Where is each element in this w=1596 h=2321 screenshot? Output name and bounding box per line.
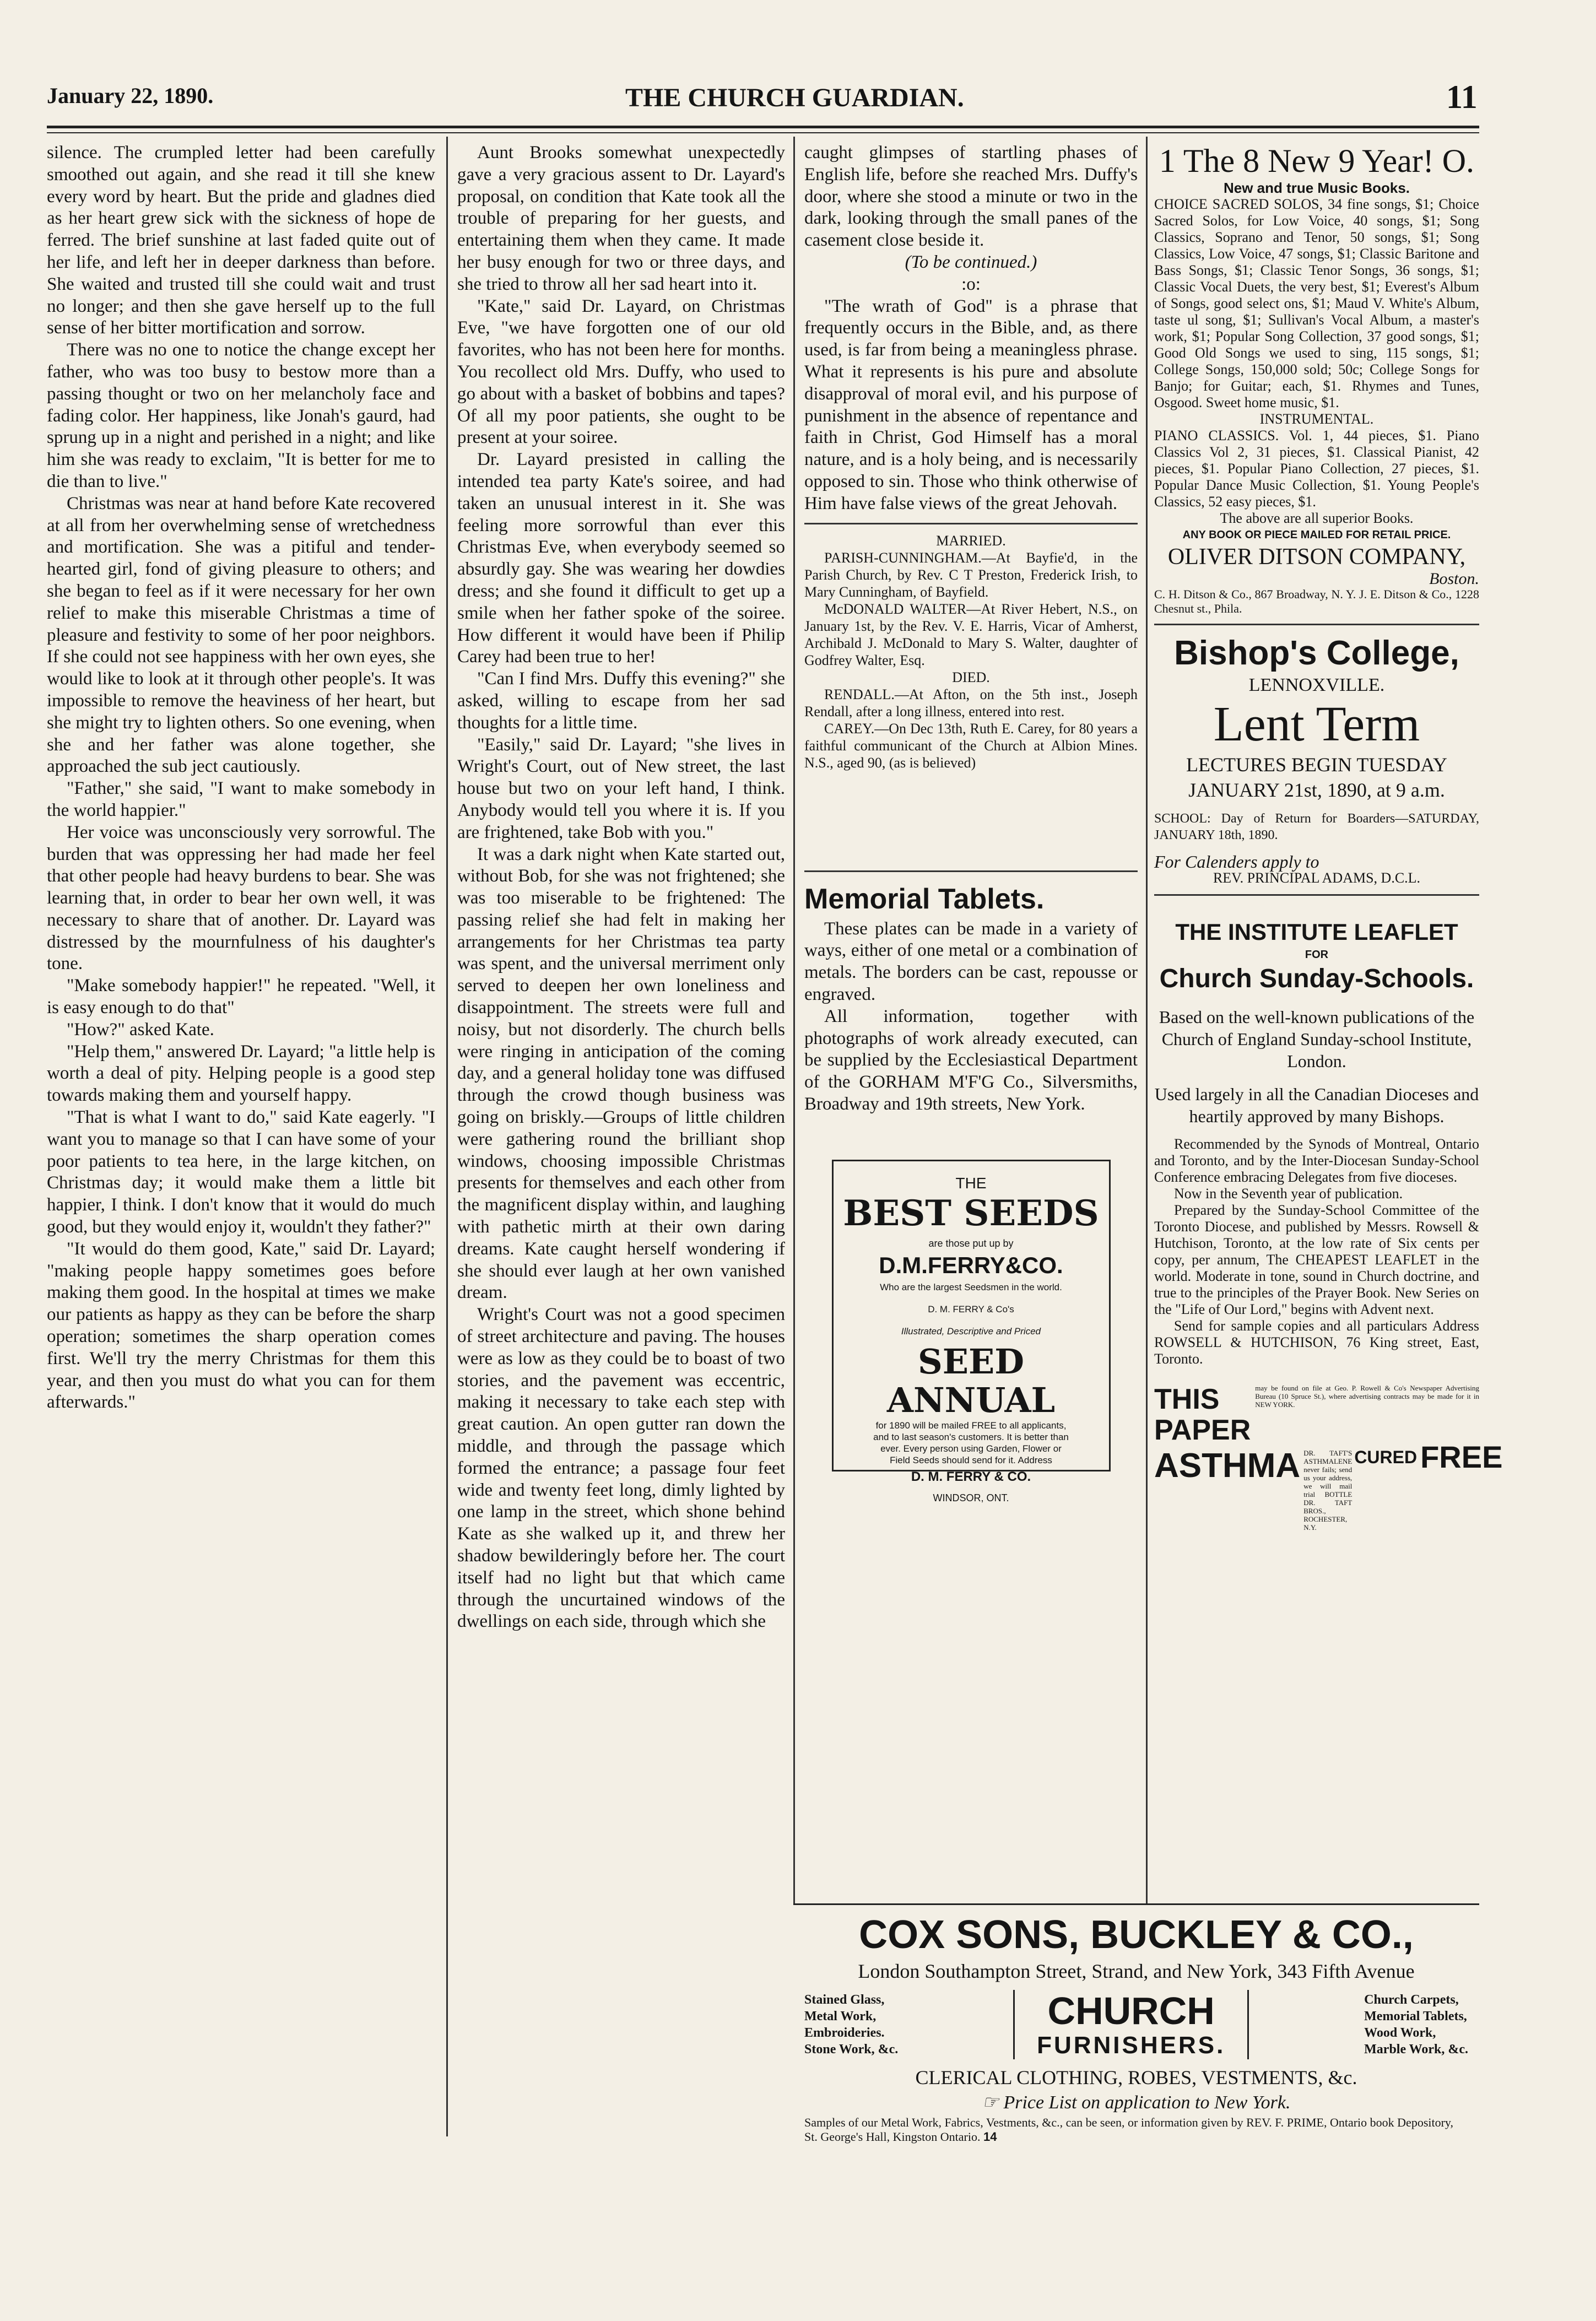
- cox-top-rule: [793, 1903, 1479, 1905]
- header-rule-thin: [47, 132, 1479, 133]
- institute-prepared: Prepared by the Sunday-School Committee of the Toronto Diocese, and published by Messrs. Rowsell & Hutchison, Toronto, at the low rate of Six cents per copy, per annum, The CHEAPEST LEAFLET in the world. Moderate in tone, sound in Church doctrine, and true to the principles of the Prayer Book. New Series on the "Life of Our Lord," begins with Advent next.: [1154, 1202, 1479, 1317]
- asthma-free: FREE: [1420, 1440, 1503, 1474]
- cox-left-item: Stone Work, &c.: [804, 2042, 899, 2057]
- cox-right-item: Memorial Tablets,: [1364, 2009, 1467, 2024]
- seed-ad-putup: are those put up by: [928, 1237, 1014, 1249]
- cox-right-item: Wood Work,: [1364, 2026, 1436, 2040]
- died-notice: CAREY.—On Dec 13th, Ruth E. Carey, for 80 years a faithful communicant of the Church at Albion Mines. N.S., aged 90, (as is believed): [804, 720, 1138, 771]
- column-4: [1154, 142, 1503, 1878]
- cox-address: London Southampton Street, Strand, and New York, 343 Fifth Avenue: [858, 1960, 1415, 1982]
- tablets-paragraph: All information, together with photographs of work already executed, can be supplied by the Ecclesiastical Department of the GORHAM M'F'G Co., Silversmiths, Broadway and 19th streets, New York.: [804, 1006, 1138, 1114]
- separator: :o:: [961, 274, 981, 294]
- asthma-cured: CURED: [1354, 1447, 1418, 1467]
- seed-ad-best-seeds: BEST SEEDS: [843, 1192, 1099, 1234]
- lent-term: Lent Term: [1213, 697, 1420, 751]
- seed-ad-city: WINDSOR, ONT.: [933, 1492, 1009, 1504]
- ditson-branches: C. H. Ditson & Co., 867 Broadway, N. Y. J. E. Ditson & Co., 1228 Chesnut st., Phila.: [1154, 587, 1479, 615]
- cox-right-item: Marble Work, &c.: [1364, 2042, 1468, 2057]
- story-paragraph: silence. The crumpled letter had been carefully smoothed out again, and she read it till she knew every word by heart. But the pride and gladnes died as her heart grew sick with the sickness of hope de ferred. The brief sunshine at last faded quite out of her life, and left her in deeper darkness than before. She waited and trusted till she could wait and trust no longer; and then she gave herself up to the full sense of her bitter mortification and sorrow.: [47, 143, 435, 338]
- asthma-small: DR. TAFT'S ASTHMALENE never fails; send us your address, we will mail trial BOTTLE DR. TAFT BROS., ROCHESTER, N.Y.: [1303, 1449, 1352, 1532]
- seed-ad-illustrated: Illustrated, Descriptive and Priced: [901, 1325, 1041, 1337]
- story-paragraph: "Easily," said Dr. Layard; "she lives in Wright's Court, out of New street, the last house but two on your left hand, I think. Anybody would tell you where it is. If you are frightened, take Bob with you.": [457, 734, 785, 842]
- story-paragraph: Wright's Court was not a good specimen of street architecture and paving. The houses were as low as they could be to boast of two stories, and the pavement was eccentric, making it necessary to take each step with great caution. An open gutter ran down the middle, and through the passage which formed the entrance; a passage four feet wide and twenty feet long, dimly lighted by one lamp in the street, which shone behind Kate as she walked up it, and threw her shadow bewilderingly before her. The court itself had no light but that which came through the uncurtained windows of the dwellings on each side, through which she: [457, 1305, 785, 1632]
- column-1: [47, 142, 435, 2147]
- cox-church: CHURCH: [1047, 1989, 1215, 2032]
- asthma-ad: [1154, 1440, 1503, 1532]
- memorial-tablets-title: Memorial Tablets.: [804, 883, 1045, 915]
- music-ad-title: 1 The 8 New 9 Year! O.: [1159, 143, 1475, 179]
- cox-clerical: CLERICAL CLOTHING, ROBES, VESTMENTS, &c.: [915, 2066, 1357, 2089]
- school-return: SCHOOL: Day of Return for Boarders—SATURDAY, JANUARY 18th, 1890.: [1154, 811, 1479, 842]
- story-paragraph: "Help them," answered Dr. Layard; "a little help is worth a deal of pity. Helping people is a good step towards making them and yourself happy.: [47, 1041, 435, 1106]
- story-paragraph: "That is what I want to do," said Kate eagerly. "I want you to manage so that I can have some of your poor patients to tea here, in the large kitchen, on Christmas day; it would make them a little bit happier, I think. I don't know that it would do much good, but they would enjoy it, wouldn't they father?": [47, 1107, 435, 1237]
- cox-title: COX SONS, BUCKLEY & CO.,: [859, 1913, 1414, 1957]
- institute-based: Based on the well-known publications of the Church of England Sunday-school Institute, London.: [1159, 1007, 1475, 1071]
- calendars-apply: For Calenders apply to: [1154, 852, 1319, 872]
- pointing-hand-icon: ☞: [982, 2092, 1004, 2113]
- column-rule-3: [1146, 137, 1148, 1905]
- cox-samples: Samples of our Metal Work, Fabrics, Vestments, &c., can be seen, or information given by REV. F. PRIME, Ontario book Depository, St. George's Hall, Kingston Ontario.: [804, 2116, 1453, 2144]
- ditson-boston: Boston.: [1429, 570, 1479, 588]
- column-2: [457, 142, 785, 2147]
- married-notice: McDONALD WALTER—At River Hebert, N.S., on January 1st, by the Rev. V. E. Harris, Vicar of Amherst, Archibald J. McDonald to Mary S. Walter, daughter of Godfrey Walter, Esq.: [804, 600, 1138, 668]
- story-paragraph: "How?" asked Kate.: [67, 1019, 214, 1040]
- institute-used: Used largely in all the Canadian Dioceses and heartily approved by many Bishops.: [1154, 1084, 1479, 1126]
- header-rule: [47, 126, 1479, 128]
- cox-right-item: Church Carpets,: [1364, 1993, 1459, 2007]
- seed-ad-the: THE: [955, 1174, 987, 1192]
- story-paragraph: "It would do them good, Kate," said Dr. Layard; "making people happy sometimes goes before making them good. In the hospital at times we make our patients as happy as they can be before the sharp operation; sometimes the sharp operation comes first. We'll try the merry Christmas for them this year, and then you must do what you can for them afterwards.": [47, 1238, 435, 1413]
- wrath-paragraph: "The wrath of God" is a phrase that frequently occurs in the Bible, and, as there used, is far from being a meaningless phrase. What it represents is his pure and absolute disapproval of moral evil, and his purpose of punishment in the absence of repentance and faith in Christ, God Himself has a moral nature, and is a holy being, and is necessarily opposed to sin. Those who think otherwise of Him have false views of the great Jehovah.: [804, 296, 1138, 513]
- divider: [1154, 624, 1479, 625]
- institute-for: FOR: [1305, 949, 1329, 961]
- music-ad-instr: PIANO CLASSICS. Vol. 1, 44 pieces, $1. Piano Classics Vol 2, 31 pieces, $1. Classical Pianist, 42 pieces, $1. Popular Piano Collection, 27 pieces, $1. Popular Dance Music Collection, $1. Young People's Classics, 52 easy pieces, $1.: [1154, 428, 1479, 510]
- to-be-continued: (To be continued.): [905, 252, 1037, 272]
- bishops-place: LENNOXVILLE.: [1248, 675, 1385, 695]
- institute-now: Now in the Seventh year of publication.: [1174, 1186, 1403, 1202]
- page-number: 11: [1446, 79, 1478, 115]
- story-paragraph: caught glimpses of startling phases of English life, before she reached Mrs. Duffy's door, where she stood a minute or two in the dark, looking through the small panes of the casement close beside it.: [804, 143, 1138, 251]
- cox-left-item: Metal Work,: [804, 2009, 877, 2024]
- seed-ad-mailed: for 1890 will be mailed FREE to all applicants, and to last season's customers. It is better than ever. Every person using Garden, Flower or Field Seeds should send for it. Address: [873, 1420, 1069, 1465]
- story-paragraph: Aunt Brooks somewhat unexpectedly gave a very gracious assent to Dr. Layard's proposal, on condition that Kate took all the trouble of preparing for her guests, and entertaining them when they came. It made her busy enough for two or three days, and she tried to throw all her sad heart into it.: [457, 143, 785, 294]
- story-paragraph: Her voice was unconsciously very sorrowful. The burden that was oppressing her had made her feel that other people had heavy burdens to bear. She was learning that, in order to bear her own well, it was necessary to share that of another. Dr. Layard was distressed by the mournfulness of his daughter's tone.: [47, 822, 435, 974]
- story-paragraph: "Father," she said, "I want to make somebody in the world happier.": [47, 778, 435, 820]
- institute-leaflet-title: THE INSTITUTE LEAFLET: [1175, 919, 1458, 945]
- died-notice: RENDALL.—At Afton, on the 5th inst., Joseph Rendall, after a long illness, entered into rest.: [804, 686, 1138, 719]
- story-paragraph: "Make somebody happier!" he repeated. "Well, it is easy enough to do that": [47, 976, 435, 1018]
- music-ad-instr-head: INSTRUMENTAL.: [1259, 411, 1374, 427]
- story-paragraph: It was a dark night when Kate started out, without Bob, for she was not frightened; she was too miserable to be frightened: The passing relief she had felt in making her arrangements for her Christmas tea party was spent, and the universal merriment only served to deepen her own loneliness and disappointment. The streets were full and noisy, but not disorderly. The church bells were ringing in anticipation of the coming day, and a general holiday tone was diffused through the crowd though business was going on briskly.—Groups of little children were gathering round the brilliant shop windows, choosing impossible Christmas presents for themselves and each other from the magnificent display within, and laughing with pathetic mirth at their own daring dreams. Kate caught herself wondering if she should ever laugh at her own vanished dream.: [457, 844, 785, 1303]
- cox-left-list: [804, 1992, 898, 2058]
- cox-left-item: Stained Glass,: [804, 1993, 885, 2007]
- issue-date: January 22, 1890.: [47, 83, 214, 108]
- column-rule-2: [793, 137, 795, 1905]
- cox-departments: [804, 1990, 1468, 2059]
- story-paragraph: "Can I find Mrs. Duffy this evening?" she asked, willing to escape from her sad thoughts for a little time.: [457, 669, 785, 733]
- masthead-title: THE CHURCH GUARDIAN.: [625, 83, 964, 112]
- music-ad-superior: The above are all superior Books.: [1220, 510, 1414, 526]
- cox-center: [1013, 1990, 1249, 2059]
- lectures-begin: LECTURES BEGIN TUESDAY JANUARY 21st, 1890, at 9 a.m.: [1186, 754, 1448, 801]
- seed-annual-ad: [832, 1160, 1111, 1504]
- ditson-name: OLIVER DITSON COMPANY,: [1167, 544, 1466, 570]
- cox-sons-ad: [793, 1912, 1479, 2165]
- this-paper-ad: [1154, 1384, 1479, 1446]
- married-notice: PARISH-CUNNINGHAM.—At Bayfie'd, in the Parish Church, by Rev. C T Preston, Frederick Irish, to Mary Cunningham, of Bayfield.: [804, 549, 1138, 600]
- institute-recommended: Recommended by the Synods of Montreal, Ontario and Toronto, and by the Inter-Diocesan Sunday-School Conference embracing Delegates from five dioceses.: [1154, 1136, 1479, 1185]
- this-paper-small: may be found on file at Geo. P. Rowell & Co's Newspaper Advertising Bureau (10 Spruce St.), where advertising contracts may be made for it in NEW YORK.: [1255, 1384, 1479, 1409]
- divider: [1154, 894, 1479, 896]
- divider: [804, 870, 1138, 872]
- asthma-label: ASTHMA: [1154, 1447, 1301, 1485]
- column-3: [804, 142, 1138, 1905]
- page-header: [47, 79, 1478, 121]
- this-paper-label: THIS PAPER: [1154, 1383, 1251, 1446]
- cox-left-item: Embroideries.: [804, 2026, 885, 2040]
- died-heading: DIED.: [952, 669, 990, 685]
- tablets-paragraph: These plates can be made in a variety of ways, either of one metal or a combination of metals. The borders can be cast, repousse or engraved.: [804, 918, 1138, 1004]
- seed-ad-annual: SEED ANNUAL: [886, 1341, 1056, 1420]
- principal-name: REV. PRINCIPAL ADAMS, D.C.L.: [1213, 870, 1421, 886]
- music-ad-anybook: ANY BOOK OR PIECE MAILED FOR RETAIL PRICE.: [1182, 529, 1451, 541]
- cox-right-list: [1364, 1992, 1468, 2058]
- church-sunday-schools: Church Sunday-Schools.: [1159, 964, 1474, 993]
- story-paragraph: "Kate," said Dr. Layard, on Christmas Eve, "we have forgotten one of our old favorites, who has not been here for months. You recollect old Mrs. Duffy, who used to go about with a basket of bobbins and tapes? Of all my poor patients, she ought to be present at your soiree.: [457, 296, 785, 448]
- bishops-title: Bishop's College,: [1174, 634, 1459, 672]
- music-ad-subtitle: New and true Music Books.: [1223, 180, 1410, 196]
- cox-samples-line: [793, 2116, 1479, 2144]
- cox-price-list: Price List on application to New York.: [1003, 2092, 1291, 2113]
- cox-furnishers: FURNISHERS.: [1037, 2032, 1226, 2059]
- column-rule-1: [446, 137, 448, 2136]
- seed-ad-ferry: D.M.FERRY&CO.: [879, 1252, 1063, 1279]
- seed-ad-address: D. M. FERRY & CO.: [911, 1469, 1031, 1484]
- cox-number: 14: [983, 2130, 997, 2144]
- divider: [804, 523, 1138, 524]
- story-paragraph: Dr. Layard presisted in calling the intended tea party Kate's soiree, and had taken an unusual interest in it. She was feeling more sorrowful than ever this Christmas Eve, when everybody seemed so absurdly gay. She was wearing her dowdies dress; and she found it difficult to get up a smile when her father spoke of the soiree. How different it would have been if Philip Carey had been true to her!: [457, 450, 785, 667]
- institute-send: Send for sample copies and all particulars Address ROWSELL & HUTCHISON, 76 King street, East, Toronto.: [1154, 1318, 1479, 1367]
- seed-ad-ferrys: D. M. FERRY & Co's: [928, 1303, 1014, 1314]
- music-ad-choice: CHOICE SACRED SOLOS, 34 fine songs, $1; Choice Sacred Solos, for Low Voice, 40 songs, $1; Song Classics, Soprano and Tenor, 50 songs, $1; Song Classics, Low Voice, 47 songs, $1; Classic Baritone and Bass Songs, $1; Classic Tenor Songs, 36 songs, $1; Classic Vocal Duets, the very best, $1; Everest's Album of Songs, good select ons, $1; Maud V. White's Album, taste ul song, $1; Sullivan's Vocal Album, a master's work, $1; Popular Song Collection, 37 good songs, $1; Good Old Songs we used to sing, 115 songs, $1; College Songs, 150,000 sold; 50c; College Songs for Banjo; for Guitar; each, $1. Rhymes and Tunes, Osgood. Sweet home music, $1.: [1154, 196, 1479, 410]
- seed-ad-largest: Who are the largest Seedsmen in the world.: [880, 1282, 1062, 1293]
- married-heading: MARRIED.: [936, 532, 1006, 549]
- story-paragraph: There was no one to notice the change except her father, who was too busy to bestow more than a passing thought or two on her melancholy face and fading color. Her happiness, like Jonah's gaurd, had sprung up in a night and perished in a night; and like him she was ready to exclaim, "It is better for me to die than to live.": [47, 340, 435, 491]
- story-paragraph: Christmas was near at hand before Kate recovered at all from her overwhelming sense of wretchedness and mortification. She was a pitiful and tender-hearted girl, fond of giving pleasure to others; and she began to feel as if it were necessary for her own relief to make this miserable Christmas a time of pleasure and festivity to some of her poor neighbors. If she could not see happiness with her own eyes, she would like to look at it through other people's. It was impossible to remove the heaviness of her heart, but she might try to lighten others. So one evening, when she and her father was alone together, she approached the sub ject cautiously.: [47, 493, 435, 777]
